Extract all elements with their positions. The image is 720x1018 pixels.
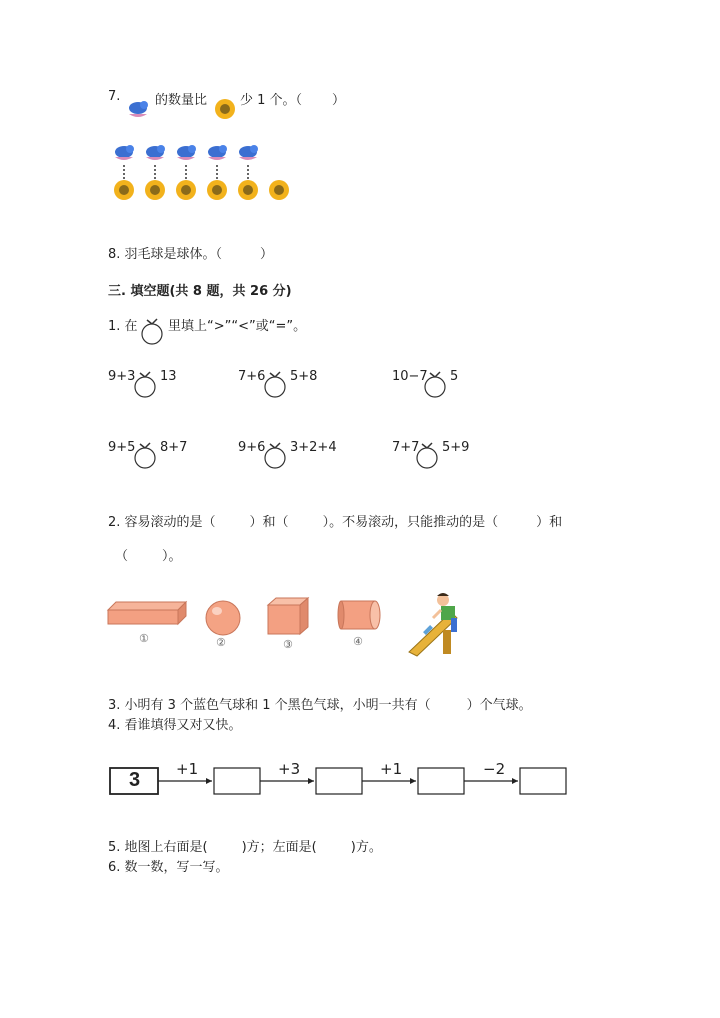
sunflower-icon bbox=[206, 179, 228, 201]
chain-answer-box[interactable] bbox=[520, 768, 566, 794]
chain-answer-box[interactable] bbox=[418, 768, 464, 794]
f2-question-line1: 2. 容易滚动的是（ ）和（ ）。不易滚动，只能推动的是（ ）和 bbox=[108, 515, 563, 530]
f3-question: 3. 小明有 3 个蓝色气球和 1 个黑色气球，小明一共有（ ）个气球。 bbox=[108, 698, 532, 713]
f1-right: 5 bbox=[450, 369, 459, 384]
sphere-shape bbox=[203, 598, 243, 638]
f5-question: 5. 地图上右面是( )方；左面是( )方。 bbox=[108, 840, 382, 855]
f4-question: 4. 看谁填得又对又快。 bbox=[108, 718, 242, 733]
apple-blank[interactable] bbox=[132, 372, 158, 398]
apple-icon bbox=[139, 319, 165, 345]
sunflower-icon bbox=[144, 179, 166, 201]
apple-blank[interactable] bbox=[132, 443, 158, 469]
q7-question bbox=[108, 89, 120, 104]
apple-blank[interactable] bbox=[262, 372, 288, 398]
bird-icon bbox=[126, 98, 150, 122]
chain-op: +1 bbox=[380, 760, 403, 778]
bird-icon bbox=[205, 143, 229, 163]
cuboid-shape bbox=[108, 600, 188, 628]
f1-right: 13 bbox=[160, 369, 177, 384]
sunflower-icon bbox=[214, 98, 236, 120]
sunflower-icon bbox=[268, 179, 290, 201]
f1-left: 7+6 bbox=[238, 369, 266, 384]
f1-right: 8+7 bbox=[160, 440, 188, 455]
f1-instruction: 1. 在 bbox=[108, 319, 138, 334]
f1-instruction-tail: 里填上“>”“<”或“=”。 bbox=[168, 319, 307, 334]
bird-icon bbox=[112, 143, 136, 163]
chain-answer-box[interactable] bbox=[214, 768, 260, 794]
q7-text-a: 的数量比 bbox=[155, 93, 208, 108]
f1-left: 7+7 bbox=[392, 440, 420, 455]
f1-left: 10−7 bbox=[392, 369, 428, 384]
shape-label: ② bbox=[216, 636, 226, 649]
chain-op: −2 bbox=[483, 760, 506, 778]
shape-label: ④ bbox=[353, 635, 363, 648]
f1-left: 9+6 bbox=[238, 440, 266, 455]
q7-text-b: 少 1 个。（ ） bbox=[240, 93, 346, 108]
f1-right: 5+8 bbox=[290, 369, 318, 384]
q8-question: 8. 羽毛球是球体。（ ） bbox=[108, 247, 274, 262]
bird-icon bbox=[174, 143, 198, 163]
cube-shape bbox=[266, 597, 310, 637]
apple-blank[interactable] bbox=[414, 443, 440, 469]
sunflower-icon bbox=[175, 179, 197, 201]
chain-start-value: 3 bbox=[129, 769, 141, 791]
f1-right: 3+2+4 bbox=[290, 440, 337, 455]
bird-icon bbox=[143, 143, 167, 163]
sunflower-icon bbox=[113, 179, 135, 201]
chain-answer-box[interactable] bbox=[316, 768, 362, 794]
sunflower-icon bbox=[237, 179, 259, 201]
shape-label: ③ bbox=[283, 638, 293, 651]
chain-op: +1 bbox=[176, 760, 199, 778]
cylinder-shape bbox=[337, 599, 383, 631]
apple-blank[interactable] bbox=[422, 372, 448, 398]
f1-right: 5+9 bbox=[442, 440, 470, 455]
child-pushing-illustration bbox=[405, 590, 475, 658]
chain-op: +3 bbox=[278, 760, 301, 778]
apple-blank[interactable] bbox=[262, 443, 288, 469]
section-title: 三. 填空题(共 8 题，共 26 分) bbox=[108, 284, 292, 299]
q7-number: 7. bbox=[108, 89, 121, 104]
f2-question-line2: （ ）。 bbox=[115, 549, 182, 564]
f6-question: 6. 数一数，写一写。 bbox=[108, 860, 229, 875]
f1-left: 9+5 bbox=[108, 440, 136, 455]
f1-left: 9+3 bbox=[108, 369, 136, 384]
bird-icon bbox=[236, 143, 260, 163]
shape-label: ① bbox=[139, 632, 149, 645]
